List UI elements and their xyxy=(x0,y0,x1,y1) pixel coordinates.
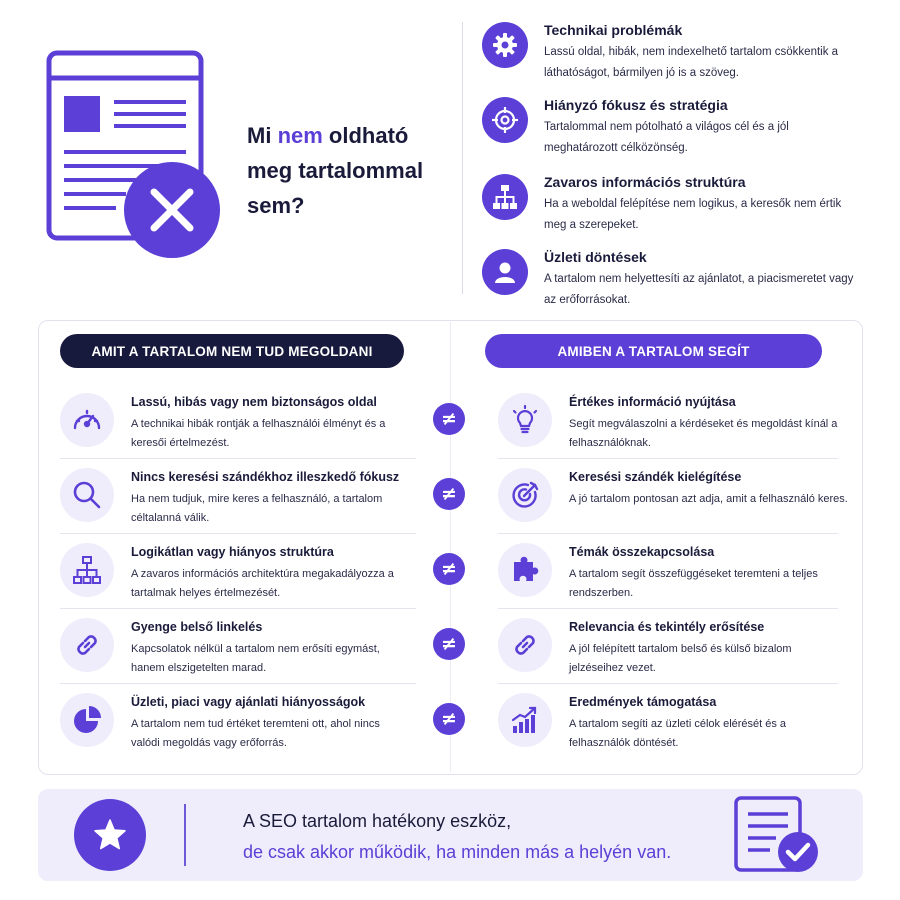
cmp-title: Értékes információ nyújtása xyxy=(569,395,736,409)
problem-item-structure xyxy=(482,174,882,246)
cmp-title: Eredmények támogatása xyxy=(569,695,717,709)
cmp-desc: A zavaros információs architektúra megakadályozza a tartalmak helyes értelmezését. xyxy=(131,568,394,599)
problem-item-business xyxy=(482,249,882,321)
gear-icon xyxy=(482,22,528,68)
cmp-right-row xyxy=(498,684,838,759)
target-icon xyxy=(482,97,528,143)
star-icon xyxy=(74,799,146,871)
cmp-title: Lassú, hibás vagy nem biztonságos oldal xyxy=(131,395,377,409)
top-divider xyxy=(462,22,463,294)
cmp-desc: A tartalom nem tud értéket teremteni ott, ahol nincs valódi megoldás vagy erőforrás. xyxy=(131,718,380,749)
cmp-left-row xyxy=(60,684,416,759)
cmp-right-row xyxy=(498,609,838,684)
cmp-right-row xyxy=(498,384,838,459)
page-title: Mi nem oldható meg tartalommal sem? xyxy=(247,123,424,218)
cmp-left-row xyxy=(60,534,416,609)
sitemap-icon xyxy=(60,543,114,597)
cmp-desc: Kapcsolatok nélkül a tartalom nem erősíti egymást, hanem elszigetelten marad. xyxy=(131,643,380,674)
cmp-right-row xyxy=(498,534,838,609)
cmp-left-row xyxy=(60,609,416,684)
user-icon xyxy=(482,249,528,295)
link-icon xyxy=(498,618,552,672)
sitemap-icon xyxy=(482,174,528,220)
problem-title: Technikai problémák xyxy=(544,22,683,38)
cmp-left-row xyxy=(60,459,416,534)
cmp-title: Gyenge belső linkelés xyxy=(131,620,263,634)
problem-title: Üzleti döntések xyxy=(544,249,647,265)
problem-desc: Ha a weboldal felépítése nem logikus, a keresők nem értik meg a szerepeket. xyxy=(544,198,842,231)
not-equal-icon: ≠ xyxy=(433,628,465,660)
cmp-right-row xyxy=(498,459,848,534)
not-equal-icon: ≠ xyxy=(433,478,465,510)
column-header-helps: AMIBEN A TARTALOM SEGÍT xyxy=(485,334,822,368)
not-equal-icon: ≠ xyxy=(433,403,465,435)
document-check-icon xyxy=(732,796,826,876)
cmp-title: Keresési szándék kielégítése xyxy=(569,470,742,484)
cmp-desc: A jól felépített tartalom belső és külső bizalom jelzéseihez vezet. xyxy=(569,643,792,674)
cmp-left-row xyxy=(60,384,416,459)
not-equal-icon: ≠ xyxy=(433,703,465,735)
footer-statement-accent: de csak akkor működik, ha minden más a helyén van. xyxy=(243,842,672,862)
link-icon xyxy=(60,618,114,672)
cmp-title: Üzleti, piaci vagy ajánlati hiányosságok xyxy=(131,695,366,709)
cmp-desc: A technikai hibák rontják a felhasználói élményt és a keresői értelmezést. xyxy=(131,418,386,449)
problem-desc: A tartalom nem helyettesíti az ajánlatot, a piacismeretet vagy az erőforrásokat. xyxy=(544,273,854,306)
target-arrow-icon xyxy=(498,468,552,522)
cmp-title: Logikátlan vagy hiányos struktúra xyxy=(131,545,334,559)
problem-title: Hiányzó fókusz és stratégia xyxy=(544,97,728,113)
cmp-title: Témák összekapcsolása xyxy=(569,545,715,559)
title-accent-word: nem xyxy=(277,123,323,148)
cmp-desc: A jó tartalom pontosan azt adja, amit a felhasználó keres. xyxy=(569,493,848,505)
cmp-title: Nincs keresési szándékhoz illeszkedő fókusz xyxy=(131,470,400,484)
cmp-desc: Ha nem tudjuk, mire keres a felhasználó, a tartalom céltalanná válik. xyxy=(131,493,383,524)
column-header-cannot-solve: AMIT A TARTALOM NEM TUD MEGOLDANI xyxy=(60,334,404,368)
growth-chart-icon xyxy=(498,693,552,747)
problem-title: Zavaros információs struktúra xyxy=(544,174,746,190)
document-error-illustration xyxy=(46,50,236,260)
problem-item-focus xyxy=(482,97,882,169)
problem-desc: Tartalommal nem pótolható a világos cél és a jól meghatározott célközönség. xyxy=(544,121,789,154)
lightbulb-icon xyxy=(498,393,552,447)
magnifier-icon xyxy=(60,468,114,522)
cmp-title: Relevancia és tekintély erősítése xyxy=(569,620,765,634)
cmp-desc: A tartalom segít összefüggéseket teremteni a teljes rendszerben. xyxy=(569,568,818,599)
problem-item-technical xyxy=(482,22,882,94)
puzzle-icon xyxy=(498,543,552,597)
not-equal-icon: ≠ xyxy=(433,553,465,585)
pie-chart-icon xyxy=(60,693,114,747)
problem-desc: Lassú oldal, hibák, nem indexelhető tartalom csökkentik a láthatóságot, bármilyen jó is a szöveg. xyxy=(544,46,839,79)
cmp-desc: A tartalom segíti az üzleti célok elérését és a felhasználók döntését. xyxy=(569,718,787,749)
cmp-desc: Segít megválaszolni a kérdéseket és megoldást kínál a felhasználóknak. xyxy=(569,418,838,449)
speedometer-icon xyxy=(60,393,114,447)
footer-statement: A SEO tartalom hatékony eszköz, xyxy=(243,811,512,831)
footer-divider xyxy=(184,804,186,866)
